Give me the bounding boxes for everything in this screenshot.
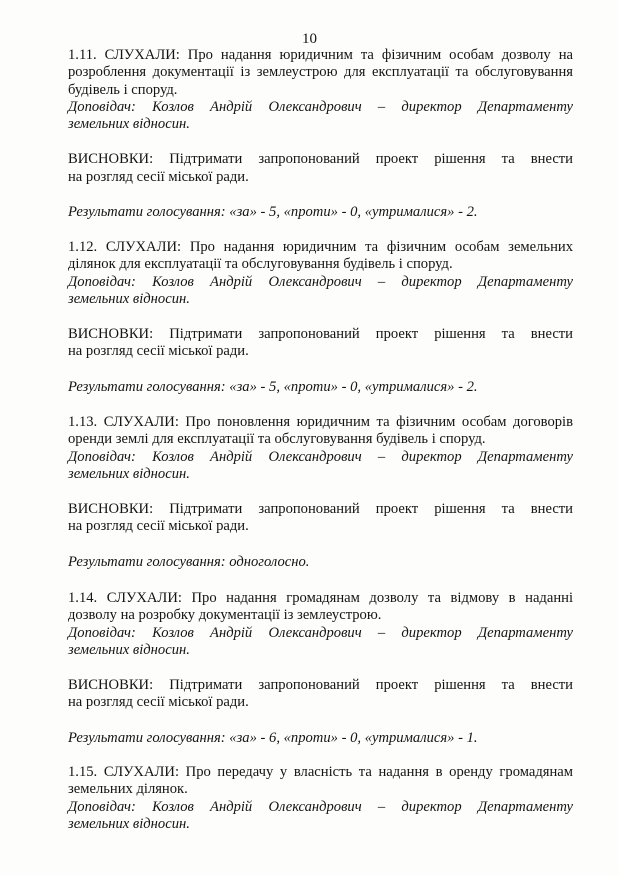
page-number: 10	[302, 31, 317, 47]
heard-line: 1.14. СЛУХАЛИ: Про надання громадянам дозволу та відмову в наданні	[68, 590, 573, 606]
speaker-line: земельних відносин.	[68, 290, 190, 307]
conclusion-line: на розгляд сесії міської ради.	[68, 343, 249, 360]
conclusion-line: ВИСНОВКИ: Підтримати запропонований проект рішення та внести	[68, 501, 573, 518]
conclusion-line: ВИСНОВКИ: Підтримати запропонований проект рішення та внести	[68, 151, 573, 168]
heard-line: земельних ділянок.	[68, 781, 188, 798]
vote-result: Результати голосування: «за» - 5, «проти» - 0, «утрималися» - 2.	[68, 378, 478, 395]
conclusion-line: на розгляд сесії міської ради.	[68, 518, 249, 535]
heard-line: 1.12. СЛУХАЛИ: Про надання юридичним та фізичним особам земельних	[68, 239, 573, 255]
conclusion-line: ВИСНОВКИ: Підтримати запропонований проект рішення та внести	[68, 677, 573, 694]
heard-line: 1.11. СЛУХАЛИ: Про надання юридичним та фізичним особам дозволу на	[68, 47, 573, 63]
speaker-line: Доповідач: Козлов Андрій Олександрович – директор Департаменту	[68, 448, 573, 465]
speaker-line: земельних відносин.	[68, 465, 190, 482]
speaker-line: земельних відносин.	[68, 815, 190, 832]
heard-line: ділянок для експлуатації та обслуговування будівель і споруд.	[68, 256, 453, 273]
agenda-item-1-12	[68, 239, 573, 396]
speaker-line: Доповідач: Козлов Андрій Олександрович – директор Департаменту	[68, 624, 573, 641]
speaker-line: земельних відносин.	[68, 641, 190, 658]
vote-result: Результати голосування: одноголосно.	[68, 553, 310, 570]
speaker-line: Доповідач: Козлов Андрій Олександрович – директор Департаменту	[68, 273, 573, 290]
agenda-item-1-14	[68, 590, 573, 747]
agenda-item-1-15	[68, 764, 573, 833]
conclusion-line: на розгляд сесії міської ради.	[68, 694, 249, 711]
vote-result: Результати голосування: «за» - 5, «проти» - 0, «утрималися» - 2.	[68, 204, 478, 221]
heard-line: дозволу на розробку документації із землеустрою.	[68, 607, 382, 624]
vote-result: Результати голосування: «за» - 6, «проти» - 0, «утрималися» - 1.	[68, 729, 478, 746]
agenda-item-1-13	[68, 414, 573, 571]
conclusion-line: ВИСНОВКИ: Підтримати запропонований проект рішення та внести	[68, 326, 573, 343]
heard-line: оренди землі для експлуатації та обслуговування будівель і споруд.	[68, 431, 486, 448]
agenda-item-1-11	[68, 47, 573, 221]
heard-line: будівель і споруд.	[68, 81, 178, 98]
heard-line: розроблення документації із землеустрою для експлуатації та обслуговування	[68, 64, 573, 81]
conclusion-line: на розгляд сесії міської ради.	[68, 168, 249, 185]
speaker-line: земельних відносин.	[68, 116, 190, 133]
heard-line: 1.13. СЛУХАЛИ: Про поновлення юридичним та фізичним особам договорів	[68, 414, 573, 430]
speaker-line: Доповідач: Козлов Андрій Олександрович – директор Департаменту	[68, 98, 573, 115]
speaker-line: Доповідач: Козлов Андрій Олександрович – директор Департаменту	[68, 798, 573, 815]
heard-line: 1.15. СЛУХАЛИ: Про передачу у власність та надання в оренду громадянам	[68, 764, 573, 780]
